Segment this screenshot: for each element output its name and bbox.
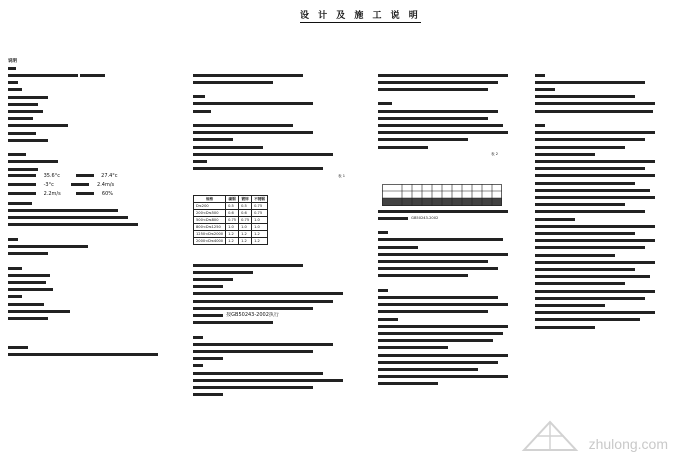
- column-2: [193, 72, 363, 180]
- table-1-label: 表 1: [337, 173, 345, 178]
- pressure-note: GB50243-2002: [378, 215, 528, 222]
- table-header-cell: 不锈钢: [252, 196, 268, 203]
- table-2-label: 表 2: [490, 152, 498, 157]
- table-header-row: [194, 196, 268, 203]
- column-3-lower: [378, 208, 528, 388]
- table-row: 500<D≤800 0.75 0.75 1.0: [194, 217, 268, 224]
- pressure-table-fill: [382, 198, 502, 206]
- column-2-lower: [193, 262, 363, 399]
- column-4: [535, 72, 670, 331]
- duct-thickness-table: [193, 195, 268, 245]
- summer-wet: 27.4°c: [101, 173, 118, 180]
- table-header-cell: 碳钢: [226, 196, 239, 203]
- table-header-cell: 镀锌: [239, 196, 252, 203]
- watermark-text: zhulong.com: [588, 436, 668, 452]
- table-row: D≤200 0.5 0.5 0.75: [194, 203, 268, 210]
- summer-temp: 35.6°c: [43, 173, 60, 180]
- watermark-logo: [520, 418, 580, 454]
- section-heading: 说明: [8, 59, 17, 64]
- table-row: 200<D≤500 0.6 0.6 0.75: [194, 210, 268, 217]
- table-header-cell: 规格: [194, 196, 226, 203]
- wind-speed: 2.2m/s: [43, 191, 61, 198]
- winter-temp: -3°c: [43, 182, 54, 189]
- pressure-table: [382, 184, 502, 206]
- column-1: [8, 58, 178, 359]
- standard-note: 按GB50243-2002执行: [193, 312, 363, 319]
- table-row: 1250<D≤2000 1.2 1.2 1.2: [194, 231, 268, 238]
- table-row: 800<D≤1250 1.0 1.0 1.0: [194, 224, 268, 231]
- column-3: [378, 72, 528, 158]
- page-title: 设 计 及 施 工 说 明: [300, 8, 421, 23]
- table-row: 2000<D≤4000 1.2 1.2 1.2: [194, 238, 268, 245]
- humidity: 60%: [101, 191, 114, 198]
- extra-speed: 2.4m/s: [97, 182, 115, 189]
